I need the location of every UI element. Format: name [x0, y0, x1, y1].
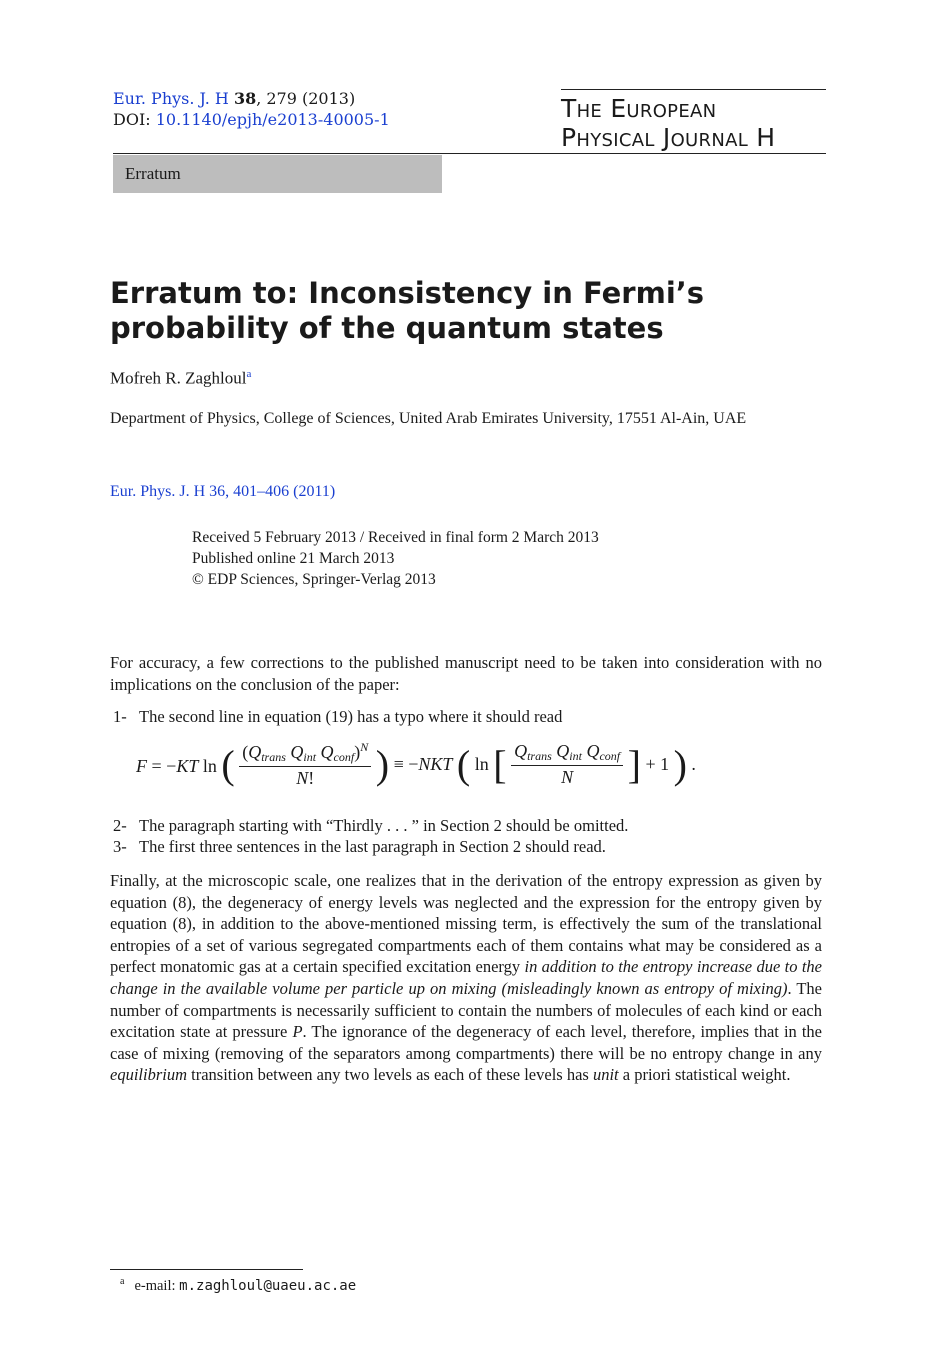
original-article-link[interactable]: Eur. Phys. J. H 36, 401–406 (2011) [110, 483, 336, 500]
dates [192, 527, 599, 590]
final-paragraph: Finally, at the microscopic scale, one realizes that in the derivation of the entropy expression as given by equation (8), the degeneracy of energy levels was neglected and the expression for the entropy given by equation (8), in addition to the above-mentioned missing term, is effectively the sum of the translational entropies of a set of various segregated compartments each of them contains what may be considered as a perfect monatomic gas at a certain specified excitation energy in addition to the entropy increase due to the change in the available volume per particle up on mixing (misleadingly known as entropy of mixing). The number of compartments is necessarily sufficient to contain the numbers of molecules of each kind or each excitation state at pressure P. The ignorance of the degeneracy of each level, therefore, implies that in the case of mixing (removing of the separators among compartments) there will be no entropy change in any equilibrium transition between any two levels as each of these levels has unit a priori statistical weight. [110, 871, 822, 1085]
journal-link[interactable]: Eur. Phys. J. H [113, 89, 229, 108]
correction-number: 2- [113, 816, 127, 835]
author-name: Mofreh R. Zaghloul [110, 368, 247, 388]
paper-title: Erratum to: Inconsistency in Fermi’s probability of the quantum states [110, 276, 705, 345]
equation-19: F = −KT ln ( $\frac{(Q_{trans} Q_{int} Q_{conf})^N}{N!}$ ) ≡ −NKT ( ln [ $\frac{Q_{trans} Q_{int} Q_{conf}}{N}$ ] + 1 ) . [136, 740, 696, 788]
copyright: © EDP Sciences, Springer-Verlag 2013 [192, 571, 436, 588]
email-link[interactable]: m.zaghloul@uaeu.ac.ae [179, 1277, 357, 1294]
correction-number: 1- [113, 707, 127, 726]
footnote-label: e-mail: [134, 1277, 180, 1294]
correction-item-3 [113, 836, 606, 857]
journal-reference [113, 88, 390, 130]
fraction-2: $\frac{Q_{trans} Q_{int} Q_{conf}}{N}$ [511, 741, 623, 788]
header-rule [113, 153, 826, 154]
correction-item-2 [113, 815, 628, 836]
affiliation: Department of Physics, College of Sciences, United Arab Emirates University, 17551 Al-Ain, UAE [110, 410, 747, 427]
left-paren: ( [221, 742, 235, 787]
correction-text: The second line in equation (19) has a typo where it should read [139, 707, 563, 726]
author-footnote-mark[interactable]: a [246, 368, 252, 380]
published-date: Published online 21 March 2013 [192, 550, 395, 567]
correction-number: 3- [113, 837, 127, 856]
section-tag: Erratum [113, 155, 442, 193]
author [110, 368, 251, 389]
volume: 38 [233, 89, 257, 108]
brand-line-1: The European [561, 94, 717, 123]
brand-line-2: Physical Journal H [561, 123, 776, 152]
received-date: Received 5 February 2013 / Received in final form 2 March 2013 [192, 529, 599, 546]
journal-brand [561, 89, 826, 152]
pages-year: , 279 (2013) [256, 89, 356, 108]
correction-text: The first three sentences in the last paragraph in Section 2 should read. [139, 837, 606, 856]
fraction-1: $\frac{(Q_{trans} Q_{int} Q_{conf})^N}{N!}$ [239, 740, 371, 789]
footnote [120, 1276, 356, 1295]
footnote-rule [110, 1269, 303, 1270]
doi-link[interactable]: 10.1140/epjh/e2013-40005-1 [155, 110, 390, 129]
doi-label: DOI: [113, 110, 156, 129]
intro-paragraph: For accuracy, a few corrections to the published manuscript need to be taken into consideration with no implications on the conclusion of the paper: [110, 653, 822, 694]
correction-text: The paragraph starting with “Thirdly . . . ” in Section 2 should be omitted. [139, 816, 629, 835]
correction-item-1 [113, 706, 562, 727]
footnote-mark: a [120, 1276, 125, 1287]
